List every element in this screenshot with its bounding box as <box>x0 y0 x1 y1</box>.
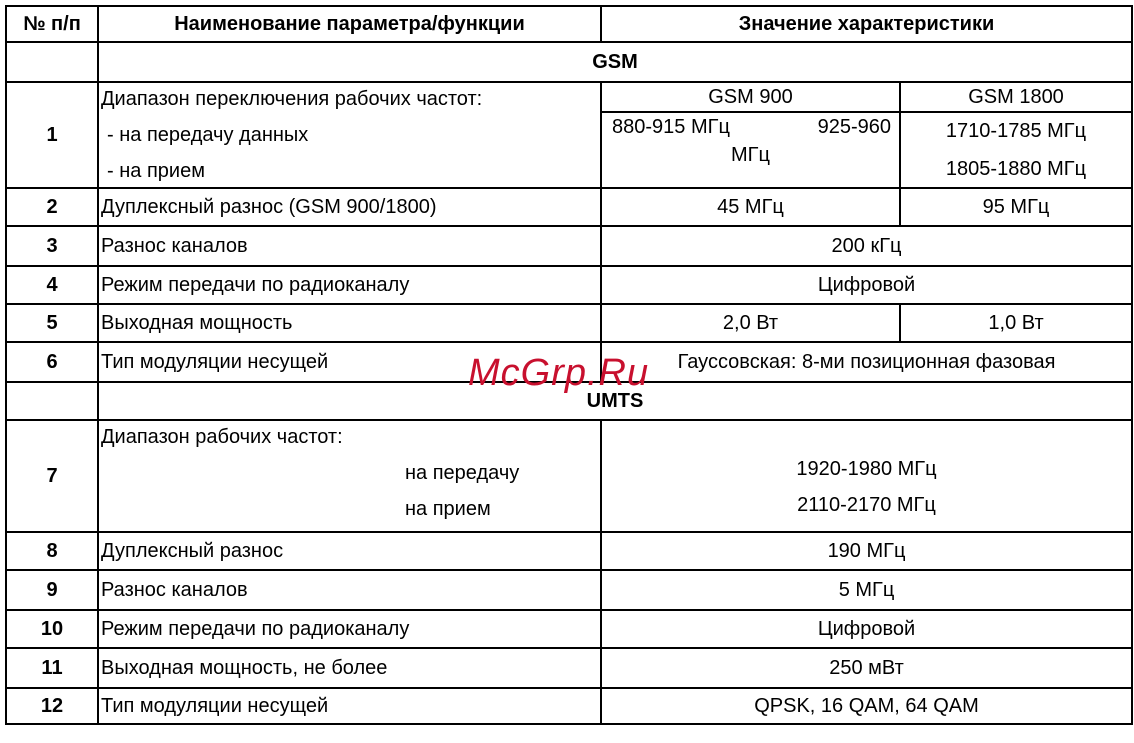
section-empty-cell <box>6 42 98 82</box>
row-value: Цифровой <box>601 266 1132 304</box>
table-row <box>6 304 1132 342</box>
table-row <box>6 648 1132 688</box>
table-row <box>6 82 1132 112</box>
row-name: Дуплексный разнос (GSM 900/1800) <box>98 188 601 226</box>
row-value: 95 МГц <box>900 188 1132 226</box>
row-name: Выходная мощность <box>98 304 601 342</box>
row-name: Режим передачи по радиоканалу <box>98 266 601 304</box>
row-num: 1 <box>6 82 98 188</box>
row-value: 5 МГц <box>601 570 1132 610</box>
row-name: Тип модуляции несущей <box>98 688 601 724</box>
gsm900-bands <box>601 112 900 188</box>
table-row <box>6 188 1132 226</box>
table-row <box>6 610 1132 648</box>
gsm900-rx-a: 925-960 <box>817 116 891 138</box>
header-value: Значение характеристики <box>601 6 1132 42</box>
section-title-gsm: GSM <box>98 42 1132 82</box>
header-name: Наименование параметра/функции <box>98 6 601 42</box>
row-num: 11 <box>6 648 98 688</box>
row-name: Тип модуляции несущей <box>98 342 601 382</box>
row-name <box>98 82 601 188</box>
name-line: - на прием <box>107 160 205 182</box>
name-line: Диапазон рабочих частот: <box>101 426 343 448</box>
row-num: 6 <box>6 342 98 382</box>
table-row <box>6 532 1132 570</box>
header-row <box>6 6 1132 42</box>
section-empty-cell <box>6 382 98 420</box>
watermark: McGrp.Ru <box>468 352 650 394</box>
gsm900-tx: 880-915 МГц <box>612 116 730 138</box>
row-name <box>98 420 601 532</box>
table-row <box>6 420 1132 532</box>
table-row <box>6 688 1132 724</box>
umts-tx: 1920-1980 МГц <box>796 458 937 480</box>
name-line: Диапазон переключения рабочих частот: <box>101 88 483 110</box>
row-num: 3 <box>6 226 98 266</box>
table-row <box>6 226 1132 266</box>
row-num: 8 <box>6 532 98 570</box>
row-value <box>601 420 1132 532</box>
gsm900-rx-b: МГц <box>731 144 770 166</box>
row-num: 2 <box>6 188 98 226</box>
header-num: № п/п <box>6 6 98 42</box>
row-value: Гауссовская: 8-ми позиционная фазовая <box>601 342 1132 382</box>
row-value: 190 МГц <box>601 532 1132 570</box>
row-value: 200 кГц <box>601 226 1132 266</box>
gsm1800-bands <box>900 112 1132 188</box>
row-name: Разнос каналов <box>98 570 601 610</box>
gsm1800-rx: 1805-1880 МГц <box>945 158 1087 180</box>
row-num: 4 <box>6 266 98 304</box>
table-row <box>6 570 1132 610</box>
table-row <box>6 266 1132 304</box>
gsm900-label: GSM 900 <box>601 82 900 112</box>
section-title-umts: UMTS <box>98 382 1132 420</box>
row-value: 1,0 Вт <box>900 304 1132 342</box>
row-name: Выходная мощность, не более <box>98 648 601 688</box>
row-value: 2,0 Вт <box>601 304 900 342</box>
row-num: 9 <box>6 570 98 610</box>
gsm1800-tx: 1710-1785 МГц <box>945 120 1087 142</box>
umts-rx: 2110-2170 МГц <box>797 494 936 516</box>
row-value: QPSK, 16 QAM, 64 QAM <box>601 688 1132 724</box>
section-row-gsm <box>6 42 1132 82</box>
row-num: 10 <box>6 610 98 648</box>
row-value: 250 мВт <box>601 648 1132 688</box>
row-num: 12 <box>6 688 98 724</box>
row-num: 5 <box>6 304 98 342</box>
row-num: 7 <box>6 420 98 532</box>
row-value: 45 МГц <box>601 188 900 226</box>
row-name: Дуплексный разнос <box>98 532 601 570</box>
gsm1800-label: GSM 1800 <box>900 82 1132 112</box>
row-value: Цифровой <box>601 610 1132 648</box>
name-line: на прием <box>405 498 491 520</box>
row-name: Режим передачи по радиоканалу <box>98 610 601 648</box>
row-name: Разнос каналов <box>98 226 601 266</box>
name-line: - на передачу данных <box>107 124 309 146</box>
name-line: на передачу <box>405 462 520 484</box>
